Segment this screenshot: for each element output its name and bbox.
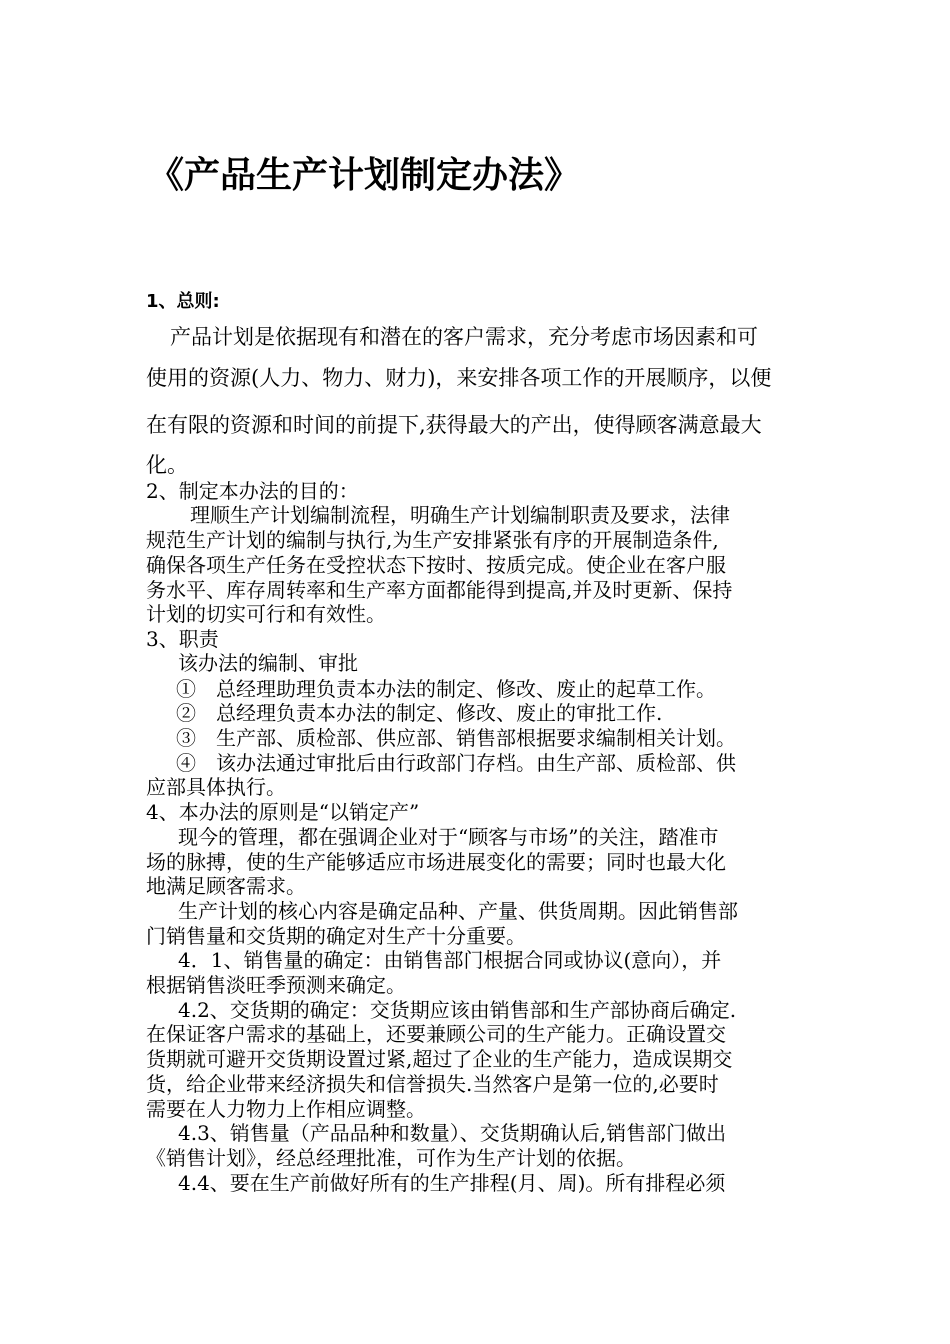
section-heading-general: 1、总则: [146, 291, 220, 312]
paragraph-line: 规范生产计划的编制与执行,为生产安排紧张有序的开展制造条件, [146, 528, 719, 552]
section-heading-principle: 4、本办法的原则是“以销定产” [146, 800, 420, 824]
list-item: ③ 生产部、质检部、供应部、销售部根据要求编制相关计划。 [176, 726, 736, 750]
paragraph-line: 现今的管理，都在强调企业对于“顾客与市场”的关注，踏准市 [178, 825, 719, 849]
paragraph-line: 4.4、要在生产前做好所有的生产排程(月、周)。所有排程必须 [178, 1171, 726, 1195]
paragraph-line: 计划的切实可行和有效性。 [146, 602, 386, 626]
paragraph-line: 根据销售淡旺季预测来确定。 [146, 973, 406, 997]
paragraph-line: 理顺生产计划编制流程，明确生产计划编制职责及要求，法律 [190, 503, 730, 527]
list-item: ① 总经理助理负责本办法的制定、修改、废止的起草工作。 [176, 677, 716, 701]
section-heading-duties: 3、职责 [146, 627, 219, 651]
paragraph-line: 《销售计划》，经总经理批准，可作为生产计划的依据。 [146, 1146, 636, 1170]
paragraph-line: 在保证客户需求的基础上，还要兼顾公司的生产能力。正确设置交 [146, 1022, 726, 1046]
section-heading-purpose: 2、制定本办法的目的： [146, 479, 359, 503]
paragraph-line: 门销售量和交货期的确定对生产十分重要。 [146, 924, 526, 948]
paragraph-line: 在有限的资源和时间的前提下,获得最大的产出，使得顾客满意最大 [146, 413, 762, 437]
paragraph-line: 化。 [146, 453, 188, 477]
paragraph-line: 该办法的编制、审批 [178, 651, 358, 675]
paragraph-line: 货，给企业带来经济损失和信誉损失.当然客户是第一位的,必要时 [146, 1072, 719, 1096]
paragraph-line: 产品计划是依据现有和潜在的客户需求，充分考虑市场因素和可 [170, 325, 758, 349]
paragraph-line: 需要在人力物力上作相应调整。 [146, 1097, 426, 1121]
paragraph-line: 场的脉搏，使的生产能够适应市场进展变化的需要；同时也最大化 [146, 850, 726, 874]
paragraph-line: 务水平、库存周转率和生产率方面都能得到提高,并及时更新、保持 [146, 578, 733, 602]
paragraph-line: 货期就可避开交货期设置过紧,超过了企业的生产能力，造成误期交 [146, 1047, 733, 1071]
paragraph-line: 使用的资源(人力、物力、财力)，来安排各项工作的开展顺序，以便 [146, 366, 772, 390]
list-item: ④ 该办法通过审批后由行政部门存档。由生产部、质检部、供 [176, 751, 736, 775]
paragraph-line: 生产计划的核心内容是确定品种、产量、供货周期。因此销售部 [178, 899, 738, 923]
paragraph-line: 4.3、销售量（产品品种和数量）、交货期确认后,销售部门做出 [178, 1121, 727, 1145]
list-item: ② 总经理负责本办法的制定、修改、废止的审批工作. [176, 701, 663, 725]
paragraph-line: 确保各项生产任务在受控状态下按时、按质完成。使企业在客户服 [146, 553, 726, 577]
document-title: 《产品生产计划制定办法》 [148, 155, 581, 196]
paragraph-line: 应部具体执行。 [146, 775, 286, 799]
paragraph-line: 地满足顾客需求。 [146, 874, 306, 898]
paragraph-line: 4．1、销售量的确定：由销售部门根据合同或协议(意向），并 [178, 948, 722, 972]
paragraph-line: 4.2、交货期的确定：交货期应该由销售部和生产部协商后确定. [178, 998, 737, 1022]
